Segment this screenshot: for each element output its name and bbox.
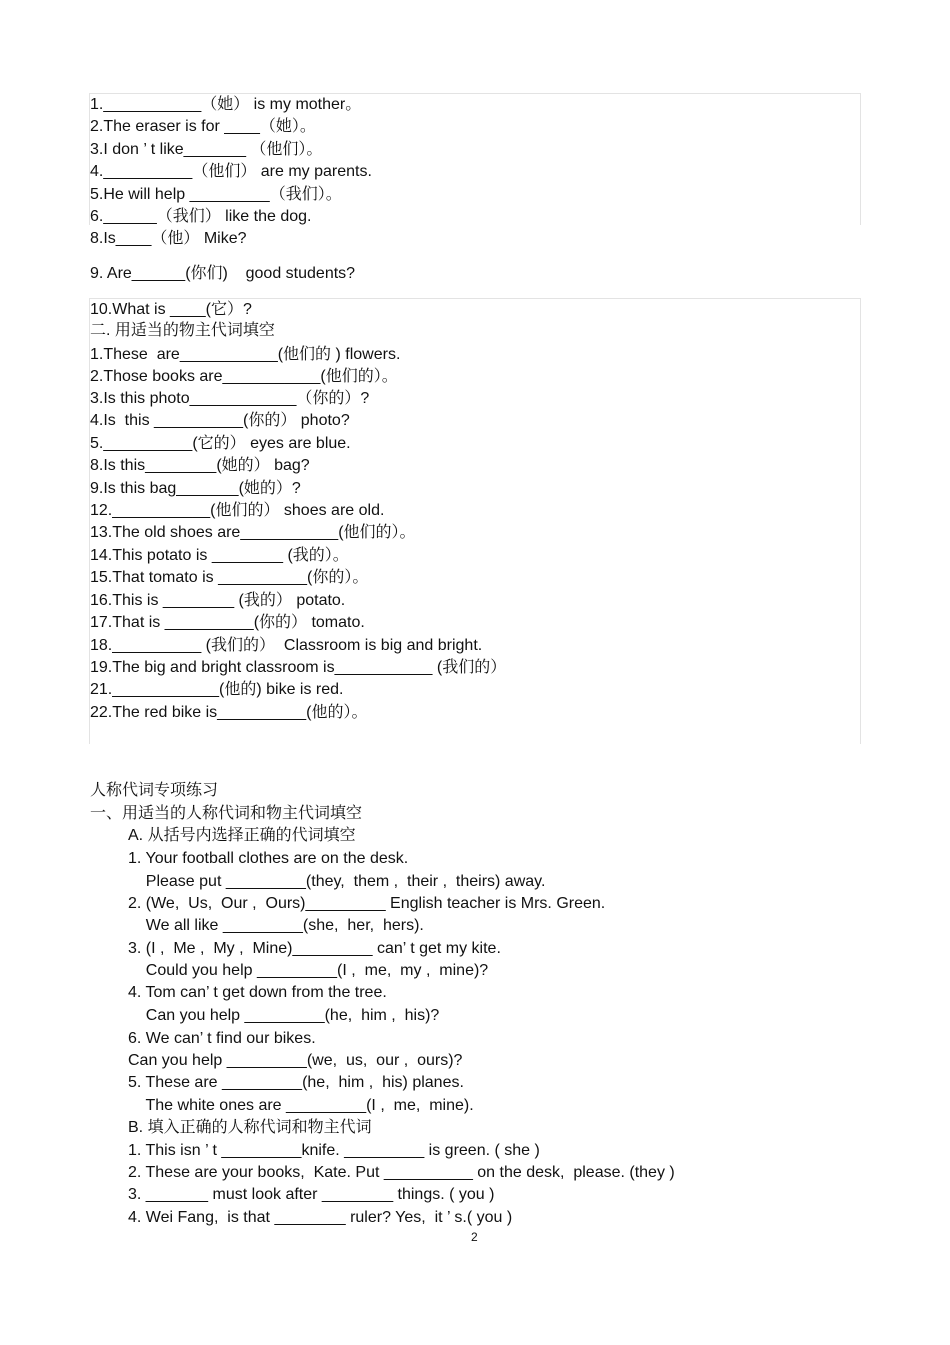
part-a-line: 3. (I , Me , My , Mine)_________ can’ t get my kite. [128,940,501,957]
table-frame-right-2 [860,298,861,744]
exercise-line: 9. Are______(你们) good students? [90,265,356,282]
part-b-heading: B. 填入正确的人称代词和物主代词 [128,1119,372,1136]
table-frame-top [89,93,861,94]
exercise-line: 16.This is ________ (我的） potato. [90,592,346,609]
part-b-line: 4. Wei Fang, is that ________ ruler? Yes, it ’ s.( you ) [128,1209,513,1226]
exercise-line: 3.Is this photo____________（你的）? [90,390,370,407]
part-a-line: 5. These are _________(he, him , his) planes. [128,1074,464,1091]
part-a-line: 4. Tom can’ t get down from the tree. [128,984,387,1001]
exercise-line: 12.___________(他们的） shoes are old. [90,502,385,519]
exercise-line: 5.__________(它的） eyes are blue. [90,435,351,452]
exercise-line: 8.Is____（他） Mike? [90,230,247,247]
part-a-line: 2. (We, Us, Our , Ours)_________ English teacher is Mrs. Green. [128,895,606,912]
exercise-line: 4.__________（他们） are my parents. [90,163,372,180]
table-frame-mid [89,298,861,299]
exercise-line: 4.Is this __________(你的） photo? [90,412,350,429]
page-number: 2 [471,1230,478,1244]
exercise-line: 1.These are___________(他们的 ) flowers. [90,346,401,363]
part-b-line: 3. _______ must look after ________ things. ( you ) [128,1186,495,1203]
exercise-line: 2.The eraser is for ____（她）。 [90,118,316,135]
exercise-line: 13.The old shoes are___________(他们的）。 [90,524,416,541]
part-a-line: Could you help _________(I , me, my , mine)? [128,962,489,979]
exercise-line: 3.I don ’ t like_______ （他们）。 [90,141,323,158]
exercise-line: 6.______（我们） like the dog. [90,208,312,225]
exercise-line: 10.What is ____(它）? [90,301,252,318]
exercise-line: 1.___________（她） is my mother。 [90,96,362,113]
exercise-line: 17.That is __________(你的） tomato. [90,614,365,631]
exercise-line: 19.The big and bright classroom is___________ (我们的） [90,659,507,676]
part-b-line: 2. These are your books, Kate. Put __________ on the desk, please. (they ) [128,1164,675,1181]
part-a-heading: A. 从括号内选择正确的代词填空 [128,827,356,844]
part-a-line: Can you help _________(we, us, our , ours)? [128,1052,463,1069]
exercise-line: 14.This potato is ________ (我的）。 [90,547,349,564]
exercise-line: 18.__________ (我们的） Classroom is big and bright. [90,637,483,654]
exercise-line: 15.That tomato is __________(你的）。 [90,569,369,586]
part-a-line: Can you help _________(he, him , his)? [128,1007,440,1024]
table-frame-right [860,93,861,225]
exercise-line: 22.The red bike is__________(他的）。 [90,704,368,721]
part-a-line: Please put _________(they, them , their , theirs) away. [128,873,546,890]
exercise-line: 2.Those books are___________(他们的）。 [90,368,398,385]
exercise-line: 5.He will help _________（我们）。 [90,186,342,203]
part-a-line: The white ones are _________(I , me, mine). [128,1097,474,1114]
exercise-line: 8.Is this________(她的） bag? [90,457,310,474]
part-a-line: We all like _________(she, her, hers). [128,917,424,934]
part-a-line: 6. We can’ t find our bikes. [128,1030,316,1047]
section-title: 人称代词专项练习 [90,782,219,799]
section-heading: 一、用适当的人称代词和物主代词填空 [90,805,363,822]
exercise-line: 21.____________(他的) bike is red. [90,681,344,698]
part-a-line: 1. Your football clothes are on the desk. [128,850,409,867]
section-heading: 二. 用适当的物主代词填空 [90,322,275,339]
exercise-line: 9.Is this bag_______(她的）? [90,480,301,497]
part-b-line: 1. This isn ’ t _________knife. _________ is green. ( she ) [128,1142,540,1159]
